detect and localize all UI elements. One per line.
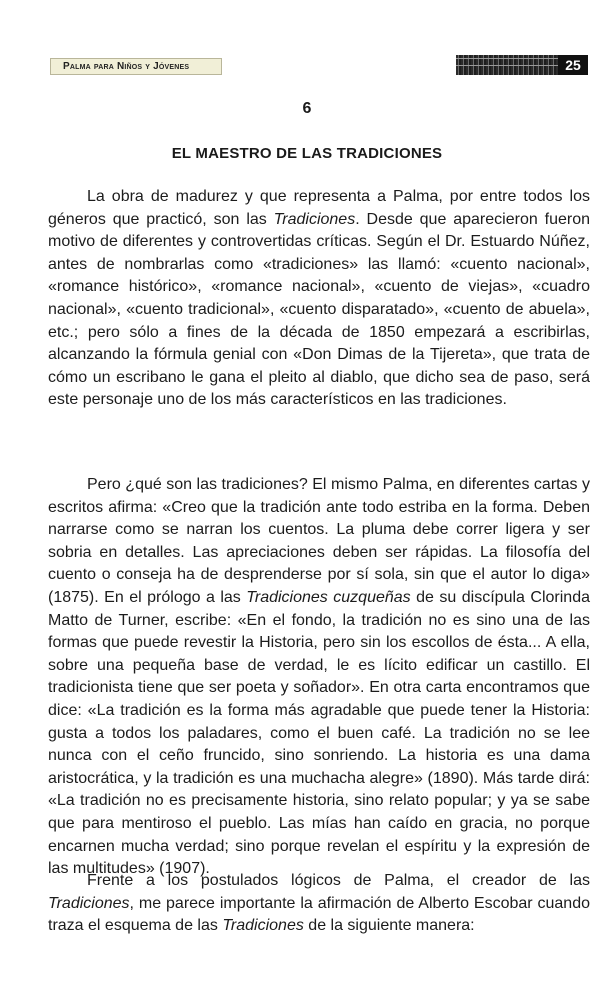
paragraph-text: La obra de madurez y que representa a Palma, por entre todos los géneros que practicó, son las (48, 188, 590, 228)
paragraph-text: , me parece importante la afirmación de Alberto Escobar cuando traza el esquema de las (48, 894, 590, 935)
paragraph-text: de la siguiente manera: (303, 917, 475, 935)
italic-title-text: Tradiciones (222, 917, 304, 935)
chapter-title: EL MAESTRO DE LAS TRADICIONES (171, 145, 443, 162)
header-decoration (456, 55, 558, 75)
paragraph-2 (48, 474, 590, 881)
paragraph-text: Pero ¿qué son las tradiciones? El mismo Palma, en diferentes cartas y escritos afirma: «Creo que la tradición ante todo estriba en la forma. Deben narrarse como se narran los cuentos. La pluma debe correr ligera y ser sobria en detalles. Las apreciaciones deben ser rápidas. La filosofía del cuento o conseja ha de desprenderse por sí sola, sin que el autor lo diga» (1875). En el prólogo a las (48, 476, 590, 606)
chapter-number: 6 (302, 100, 312, 117)
italic-title-text: Tradiciones cuzqueñas (246, 588, 411, 606)
paragraph-text: . Desde que aparecieron fueron motivo de diferentes y controvertidas críticas. Según el Dr. Estuardo Núñez, antes de nombrarlas como «tradiciones» las llamó: «cuento nacional», «romance histórico», «romance nacional», «cuento de viejas», «cuadro nacional», «cuento tradicional», «cuento disparatado», «cuento de abuela», etc.; pero sólo a fines de la década de 1850 empezará a escribirlas, alcanzando la fórmula genial con «Don Dimas de la Tijereta», que trata de cómo un escribano le gana el pleito al diablo, que dicho sea de paso, será este personaje uno de los más característicos en las tradiciones. (48, 210, 590, 409)
page-number: 25 (558, 55, 588, 75)
running-title: Palma para Niños y Jóvenes (63, 61, 190, 72)
paragraph-3 (48, 870, 590, 938)
paragraph-text: Frente a los postulados lógicos de Palma, el creador de las (87, 872, 590, 889)
paragraph-1 (48, 186, 590, 426)
running-header (50, 58, 222, 75)
italic-title-text: Tradiciones (48, 894, 130, 912)
italic-title-text: Tradiciones (273, 210, 356, 228)
paragraph-text: de su discípula Clorinda Matto de Turner, escribe: «En el fondo, la tradición no es sino una de las formas que puede revestir la Historia, pero sin los escollos de ésta... A ella, sobre una pequeña base de verdad, le es lícito edificar un castillo. El tradicionista tiene que ser poeta y soñador». En otra carta encontramos que dice: «La tradición es la forma más agradable que puede tener la Historia: gusta a todos los paladares, como el buen café. La tradición no se lee nunca con el ceño fruncido, sino sonriendo. La historia es una dama aristocrática, y la tradición es una muchacha alegre» (1890). Más tarde dirá: «La tradición no es precisamente historia, sino relato popular; y ya se sabe que para mentiroso el pueblo. Las mías han caído en gracia, no porque encarnen mucha verdad; sino porque revelan el espíritu y la expresión de las multitudes» (1907). (48, 588, 590, 878)
